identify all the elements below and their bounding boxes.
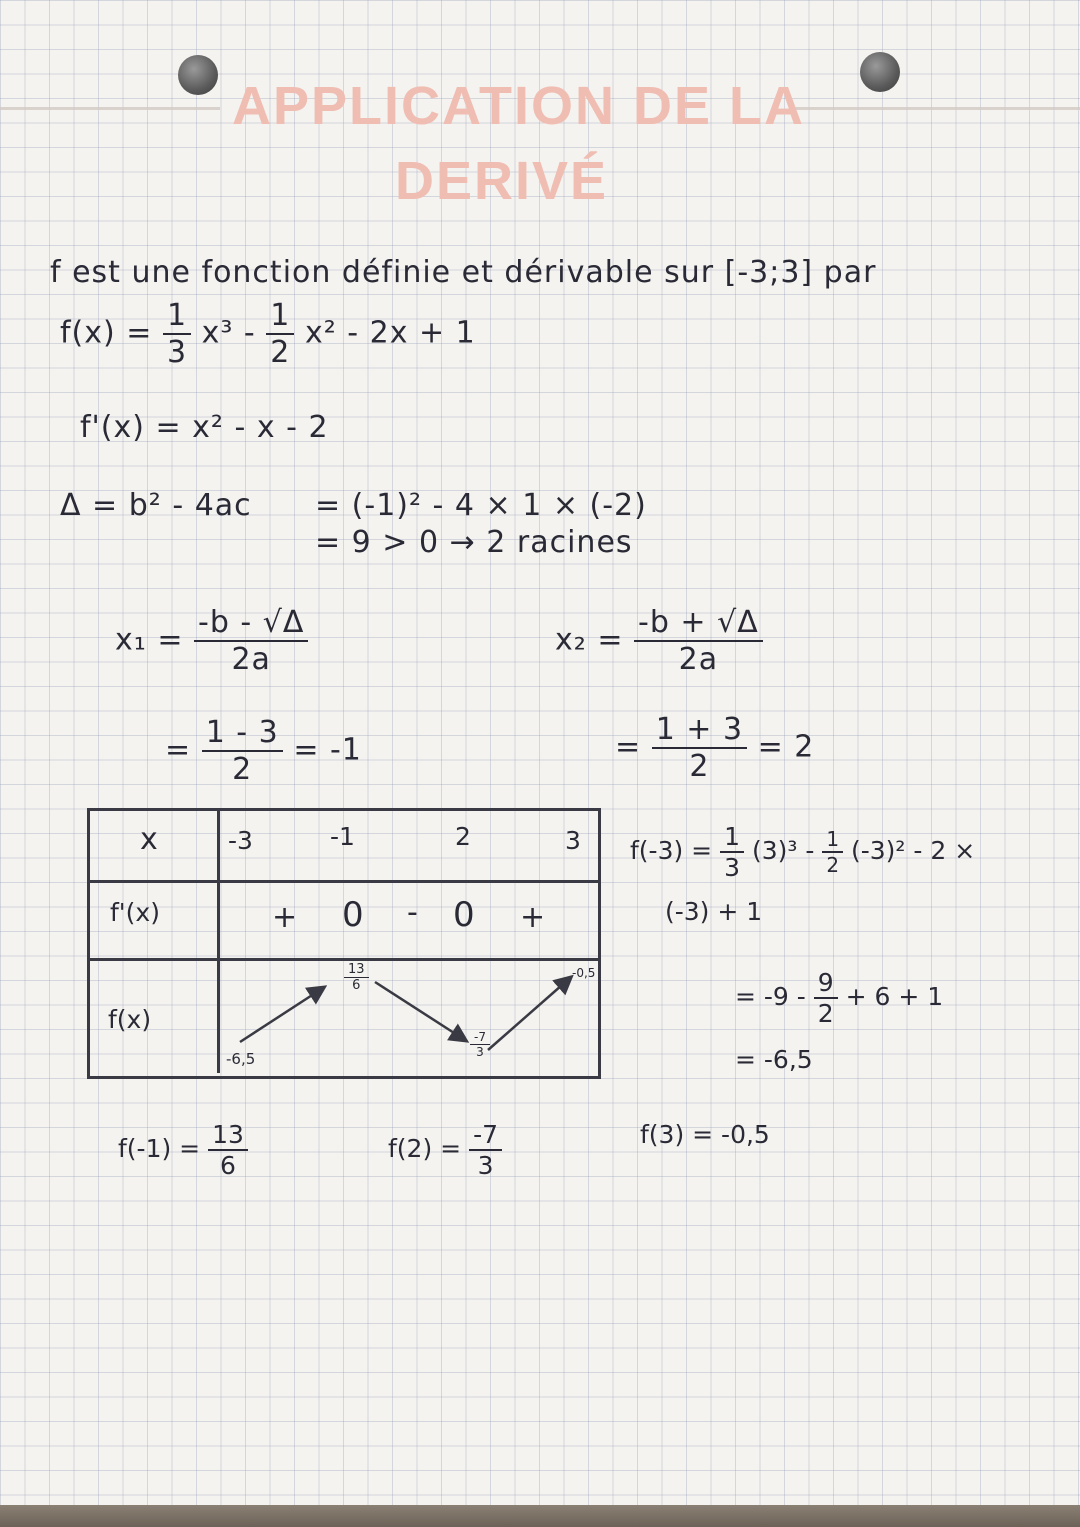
root-x2-formula <box>555 605 763 677</box>
table-sign: + <box>520 900 547 935</box>
root-x1-eq: = <box>165 732 192 768</box>
calc-f-minus3-line3: = -9 - $\frac{9}{2}$ + 6 + 1 <box>735 968 944 1028</box>
title-line-1: APPLICATION DE LA <box>232 76 805 136</box>
table-deriv-label: f'(x) <box>110 898 160 927</box>
table-sign: 0 <box>453 895 476 935</box>
root-x1-frac: $\frac{-b - √\Delta}{2a}$ <box>194 605 308 677</box>
table-sign: 0 <box>342 895 365 935</box>
arrow-up-1 <box>240 988 323 1042</box>
value-f-3: f(3) = -0,5 <box>640 1120 770 1149</box>
table-sign: - <box>407 895 419 930</box>
derivative-line: f'(x) = x² - x - 2 <box>80 410 329 445</box>
table-sign: + <box>272 900 299 935</box>
table-x-value: 2 <box>455 822 471 851</box>
header-rule-left <box>0 107 220 110</box>
table-x-value: -1 <box>330 822 355 851</box>
root-x2-result: = 2 <box>757 729 815 765</box>
title-line-2: DERIVÉ <box>395 151 609 211</box>
calc-f-minus3-line2: (-3) + 1 <box>665 897 763 926</box>
root-x1-calc-frac: $\frac{1 - 3}{2}$ <box>202 715 283 787</box>
table-x-label: x <box>140 822 159 857</box>
root-x1-calc <box>165 715 362 787</box>
arrow-up-2 <box>488 978 570 1050</box>
variation-arrows <box>220 960 595 1072</box>
root-x1-lhs: x₁ = <box>115 622 184 658</box>
table-f-label: f(x) <box>108 1005 152 1034</box>
table-x-value: -3 <box>228 826 253 855</box>
value-f-minus1: f(-1) = $\frac{13}{6}$ <box>118 1120 248 1180</box>
calc-f-minus3-result: = -6,5 <box>735 1045 813 1074</box>
def-lhs: f(x) = <box>60 315 153 351</box>
table-f-max: $\frac{13}{6}$ <box>344 962 369 993</box>
intro-sentence: f est une fonction définie et dérivable sur [-3;3] par <box>50 255 877 290</box>
root-x2-eq: = <box>615 729 642 765</box>
calc-f-minus3-line1: f(-3) = $\frac{1}{3}$ (3)³ - $\frac{1}{2}$ (-3)² - 2 × <box>630 822 976 882</box>
table-f-right: -0,5 <box>572 966 596 980</box>
paper-bottom-edge <box>0 1505 1080 1527</box>
root-x2-frac: $\frac{-b + √\Delta}{2a}$ <box>634 605 763 677</box>
table-f-min-left: -6,5 <box>226 1050 256 1068</box>
table-f-min: $\frac{-7}{3}$ <box>470 1030 490 1059</box>
def-term-1: x³ - <box>201 315 256 351</box>
arrow-down <box>375 982 465 1040</box>
def-frac-1: $\frac{1}{3}$ <box>163 298 191 370</box>
delta-result: = 9 > 0 → 2 racines <box>315 525 633 560</box>
function-definition <box>60 298 476 370</box>
root-x2-calc-frac: $\frac{1 + 3}{2}$ <box>652 712 747 784</box>
root-x1-result: = -1 <box>293 732 362 768</box>
root-x1-formula <box>115 605 308 677</box>
table-x-value: 3 <box>565 826 581 855</box>
value-f-2: f(2) = $\frac{-7}{3}$ <box>388 1120 502 1180</box>
def-frac-2: $\frac{1}{2}$ <box>266 298 294 370</box>
delta-lhs: Δ = b² - 4ac <box>60 488 252 523</box>
def-term-2: x² - 2x + 1 <box>304 315 476 351</box>
delta-rhs: = (-1)² - 4 × 1 × (-2) <box>315 488 647 523</box>
pin-left-icon <box>178 55 218 95</box>
root-x2-calc <box>615 712 814 784</box>
table-row-divider-1 <box>87 880 598 883</box>
header-rule-right <box>790 107 1080 110</box>
root-x2-lhs: x₂ = <box>555 622 624 658</box>
pin-right-icon <box>860 52 900 92</box>
